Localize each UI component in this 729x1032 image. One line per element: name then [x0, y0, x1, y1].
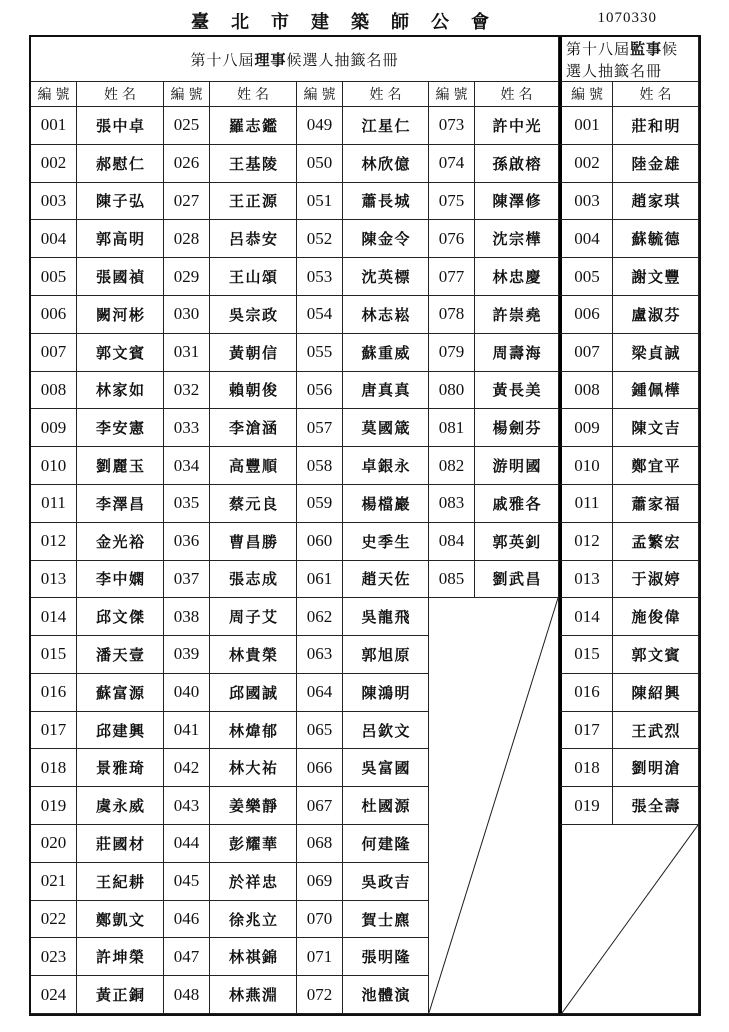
director-name: 李安憲	[77, 409, 164, 447]
director-no: 069	[297, 863, 343, 901]
director-no: 030	[164, 296, 210, 334]
director-name: 於祥忠	[210, 863, 297, 901]
director-no: 017	[31, 712, 77, 750]
director-name: 周子艾	[210, 598, 297, 636]
director-name: 虞永威	[77, 787, 164, 825]
director-name: 楊劍芬	[475, 409, 559, 447]
directors-title-pre: 第十八屆	[190, 52, 255, 69]
director-name: 許坤榮	[77, 938, 164, 976]
director-no: 042	[164, 749, 210, 787]
director-no: 044	[164, 825, 210, 863]
director-no: 061	[297, 561, 343, 599]
supervisor-no: 019	[559, 787, 613, 825]
director-name: 吳龍飛	[343, 598, 429, 636]
director-name: 闕河彬	[77, 296, 164, 334]
director-no: 035	[164, 485, 210, 523]
director-name: 姜樂靜	[210, 787, 297, 825]
supervisor-no: 004	[559, 220, 613, 258]
director-name: 杜國源	[343, 787, 429, 825]
director-no: 041	[164, 712, 210, 750]
supervisor-name: 謝文豐	[613, 258, 699, 296]
director-no: 034	[164, 447, 210, 485]
director-name: 郭英釗	[475, 523, 559, 561]
director-name: 呂欽文	[343, 712, 429, 750]
director-no: 074	[429, 145, 475, 183]
director-name: 林家如	[77, 372, 164, 410]
director-no: 057	[297, 409, 343, 447]
director-name: 李中嫻	[77, 561, 164, 599]
directors-empty-region	[429, 598, 559, 1014]
candidate-roster-table	[29, 35, 701, 1016]
supervisor-name: 陸金雄	[613, 145, 699, 183]
director-name: 周壽海	[475, 334, 559, 372]
director-no: 015	[31, 636, 77, 674]
diagonal-slash-icon	[429, 598, 558, 1013]
director-name: 陳金令	[343, 220, 429, 258]
director-name: 史季生	[343, 523, 429, 561]
supervisor-no: 006	[559, 296, 613, 334]
director-no: 001	[31, 107, 77, 145]
col-header-number: 編號	[297, 82, 343, 107]
director-no: 065	[297, 712, 343, 750]
director-name: 林忠慶	[475, 258, 559, 296]
director-name: 林貴榮	[210, 636, 297, 674]
director-no: 059	[297, 485, 343, 523]
director-no: 045	[164, 863, 210, 901]
supervisor-no: 007	[559, 334, 613, 372]
director-no: 081	[429, 409, 475, 447]
director-no: 023	[31, 938, 77, 976]
director-no: 010	[31, 447, 77, 485]
director-no: 019	[31, 787, 77, 825]
director-no: 054	[297, 296, 343, 334]
director-name: 王正源	[210, 183, 297, 221]
director-name: 沈宗樺	[475, 220, 559, 258]
director-name: 黃朝信	[210, 334, 297, 372]
director-no: 048	[164, 976, 210, 1014]
supervisor-no: 003	[559, 183, 613, 221]
director-name: 趙天佐	[343, 561, 429, 599]
director-no: 064	[297, 674, 343, 712]
director-name: 唐真真	[343, 372, 429, 410]
director-no: 058	[297, 447, 343, 485]
director-no: 026	[164, 145, 210, 183]
supervisor-no: 016	[559, 674, 613, 712]
director-name: 邱國誠	[210, 674, 297, 712]
supervisor-name: 鍾佩樺	[613, 372, 699, 410]
director-name: 吳宗政	[210, 296, 297, 334]
diagonal-slash-icon	[562, 825, 698, 1013]
director-name: 孫啟榕	[475, 145, 559, 183]
director-no: 008	[31, 372, 77, 410]
director-name: 陳鴻明	[343, 674, 429, 712]
supervisor-no: 013	[559, 561, 613, 599]
director-no: 009	[31, 409, 77, 447]
supervisor-no: 011	[559, 485, 613, 523]
col-header-name: 姓名	[613, 82, 699, 107]
director-name: 林志崧	[343, 296, 429, 334]
director-name: 景雅琦	[77, 749, 164, 787]
director-no: 013	[31, 561, 77, 599]
col-header-number: 編號	[429, 82, 475, 107]
director-no: 085	[429, 561, 475, 599]
director-no: 012	[31, 523, 77, 561]
director-name: 江星仁	[343, 107, 429, 145]
director-no: 078	[429, 296, 475, 334]
director-name: 鄭凱文	[77, 901, 164, 939]
director-no: 050	[297, 145, 343, 183]
supervisor-name: 莊和明	[613, 107, 699, 145]
director-no: 004	[31, 220, 77, 258]
director-name: 徐兆立	[210, 901, 297, 939]
director-no: 020	[31, 825, 77, 863]
director-no: 003	[31, 183, 77, 221]
director-no: 021	[31, 863, 77, 901]
director-no: 031	[164, 334, 210, 372]
director-no: 029	[164, 258, 210, 296]
director-no: 018	[31, 749, 77, 787]
supervisor-name: 郭文賓	[613, 636, 699, 674]
director-no: 080	[429, 372, 475, 410]
director-name: 戚雅各	[475, 485, 559, 523]
director-no: 082	[429, 447, 475, 485]
col-header-number: 編號	[164, 82, 210, 107]
director-name: 呂恭安	[210, 220, 297, 258]
director-name: 林大祐	[210, 749, 297, 787]
director-name: 王紀耕	[77, 863, 164, 901]
director-name: 劉麗玉	[77, 447, 164, 485]
director-no: 084	[429, 523, 475, 561]
director-no: 053	[297, 258, 343, 296]
director-name: 蘇富源	[77, 674, 164, 712]
director-name: 張明隆	[343, 938, 429, 976]
supervisor-no: 017	[559, 712, 613, 750]
director-no: 006	[31, 296, 77, 334]
director-name: 羅志鑑	[210, 107, 297, 145]
director-no: 039	[164, 636, 210, 674]
director-name: 許中光	[475, 107, 559, 145]
supervisors-title-pre: 第十八屆	[566, 42, 631, 58]
director-no: 056	[297, 372, 343, 410]
director-no: 033	[164, 409, 210, 447]
col-header-number: 編號	[559, 82, 613, 107]
director-name: 金光裕	[77, 523, 164, 561]
director-no: 007	[31, 334, 77, 372]
director-name: 曹昌勝	[210, 523, 297, 561]
director-name: 張志成	[210, 561, 297, 599]
director-name: 李澤昌	[77, 485, 164, 523]
director-name: 吳富國	[343, 749, 429, 787]
director-name: 劉武昌	[475, 561, 559, 599]
director-name: 許崇堯	[475, 296, 559, 334]
director-name: 沈英標	[343, 258, 429, 296]
director-no: 051	[297, 183, 343, 221]
director-no: 024	[31, 976, 77, 1014]
director-no: 073	[429, 107, 475, 145]
supervisor-no: 018	[559, 749, 613, 787]
director-name: 郭旭原	[343, 636, 429, 674]
director-name: 陳子弘	[77, 183, 164, 221]
director-name: 郭文賓	[77, 334, 164, 372]
supervisor-name: 張全壽	[613, 787, 699, 825]
supervisor-name: 趙家琪	[613, 183, 699, 221]
director-no: 072	[297, 976, 343, 1014]
director-no: 062	[297, 598, 343, 636]
director-name: 蕭長城	[343, 183, 429, 221]
doc-number: 1070330	[597, 10, 657, 26]
supervisor-name: 孟繁宏	[613, 523, 699, 561]
supervisor-name: 于淑婷	[613, 561, 699, 599]
director-no: 070	[297, 901, 343, 939]
director-name: 張中卓	[77, 107, 164, 145]
director-name: 游明國	[475, 447, 559, 485]
col-header-name: 姓名	[475, 82, 559, 107]
director-name: 張國禎	[77, 258, 164, 296]
director-name: 王基陵	[210, 145, 297, 183]
supervisor-no: 002	[559, 145, 613, 183]
directors-section-title	[31, 37, 559, 82]
director-name: 王山頌	[210, 258, 297, 296]
director-no: 011	[31, 485, 77, 523]
director-no: 063	[297, 636, 343, 674]
director-no: 083	[429, 485, 475, 523]
director-name: 郭高明	[77, 220, 164, 258]
director-name: 蘇重威	[343, 334, 429, 372]
director-name: 彭耀華	[210, 825, 297, 863]
director-no: 047	[164, 938, 210, 976]
director-no: 049	[297, 107, 343, 145]
director-name: 莊國材	[77, 825, 164, 863]
director-name: 楊檔巖	[343, 485, 429, 523]
supervisor-no: 008	[559, 372, 613, 410]
director-name: 蔡元良	[210, 485, 297, 523]
director-no: 071	[297, 938, 343, 976]
col-header-number: 編號	[31, 82, 77, 107]
director-name: 賴朝俊	[210, 372, 297, 410]
director-name: 郝慰仁	[77, 145, 164, 183]
director-no: 079	[429, 334, 475, 372]
supervisor-name: 王武烈	[613, 712, 699, 750]
directors-title-bold: 理事	[254, 52, 287, 69]
director-name: 吳政吉	[343, 863, 429, 901]
director-no: 043	[164, 787, 210, 825]
director-no: 027	[164, 183, 210, 221]
director-no: 038	[164, 598, 210, 636]
director-name: 高豐順	[210, 447, 297, 485]
director-name: 邱文傑	[77, 598, 164, 636]
director-name: 陳澤修	[475, 183, 559, 221]
supervisor-no: 001	[559, 107, 613, 145]
supervisor-name: 施俊偉	[613, 598, 699, 636]
supervisor-name: 蘇毓德	[613, 220, 699, 258]
supervisor-no: 012	[559, 523, 613, 561]
director-no: 005	[31, 258, 77, 296]
director-name: 李滄涵	[210, 409, 297, 447]
director-name: 卓銀永	[343, 447, 429, 485]
director-name: 林欣億	[343, 145, 429, 183]
director-name: 邱建興	[77, 712, 164, 750]
director-no: 032	[164, 372, 210, 410]
col-header-name: 姓名	[77, 82, 164, 107]
supervisor-name: 蕭家福	[613, 485, 699, 523]
supervisors-section-title	[559, 37, 699, 82]
supervisor-name: 陳文吉	[613, 409, 699, 447]
director-no: 052	[297, 220, 343, 258]
page-title: 臺北市建築師公會	[191, 12, 511, 32]
director-no: 067	[297, 787, 343, 825]
director-name: 賀士麃	[343, 901, 429, 939]
director-no: 036	[164, 523, 210, 561]
director-no: 055	[297, 334, 343, 372]
director-name: 黃長美	[475, 372, 559, 410]
director-name: 黃正銅	[77, 976, 164, 1014]
director-name: 何建隆	[343, 825, 429, 863]
director-no: 025	[164, 107, 210, 145]
col-header-name: 姓名	[210, 82, 297, 107]
director-no: 016	[31, 674, 77, 712]
director-no: 028	[164, 220, 210, 258]
supervisor-no: 009	[559, 409, 613, 447]
director-no: 060	[297, 523, 343, 561]
director-no: 075	[429, 183, 475, 221]
supervisor-no: 005	[559, 258, 613, 296]
director-name: 莫國箴	[343, 409, 429, 447]
supervisor-name: 陳紹興	[613, 674, 699, 712]
director-name: 池體演	[343, 976, 429, 1014]
supervisor-name: 鄭宜平	[613, 447, 699, 485]
supervisor-no: 010	[559, 447, 613, 485]
supervisor-name: 盧淑芬	[613, 296, 699, 334]
director-name: 林祺錦	[210, 938, 297, 976]
supervisors-empty-region	[559, 825, 699, 1014]
director-name: 林煒郁	[210, 712, 297, 750]
director-no: 066	[297, 749, 343, 787]
supervisors-title-post: 候選人抽籤名冊	[566, 42, 679, 80]
director-no: 022	[31, 901, 77, 939]
director-no: 002	[31, 145, 77, 183]
director-no: 046	[164, 901, 210, 939]
supervisor-no: 015	[559, 636, 613, 674]
director-no: 068	[297, 825, 343, 863]
director-name: 林燕淵	[210, 976, 297, 1014]
supervisor-name: 劉明滄	[613, 749, 699, 787]
director-no: 040	[164, 674, 210, 712]
director-no: 077	[429, 258, 475, 296]
director-name: 潘天壹	[77, 636, 164, 674]
director-no: 037	[164, 561, 210, 599]
supervisors-title-bold: 監事	[630, 42, 663, 58]
directors-title-post: 候選人抽籤名冊	[286, 52, 399, 69]
col-header-name: 姓名	[343, 82, 429, 107]
director-no: 076	[429, 220, 475, 258]
director-no: 014	[31, 598, 77, 636]
supervisor-name: 梁貞誠	[613, 334, 699, 372]
supervisor-no: 014	[559, 598, 613, 636]
